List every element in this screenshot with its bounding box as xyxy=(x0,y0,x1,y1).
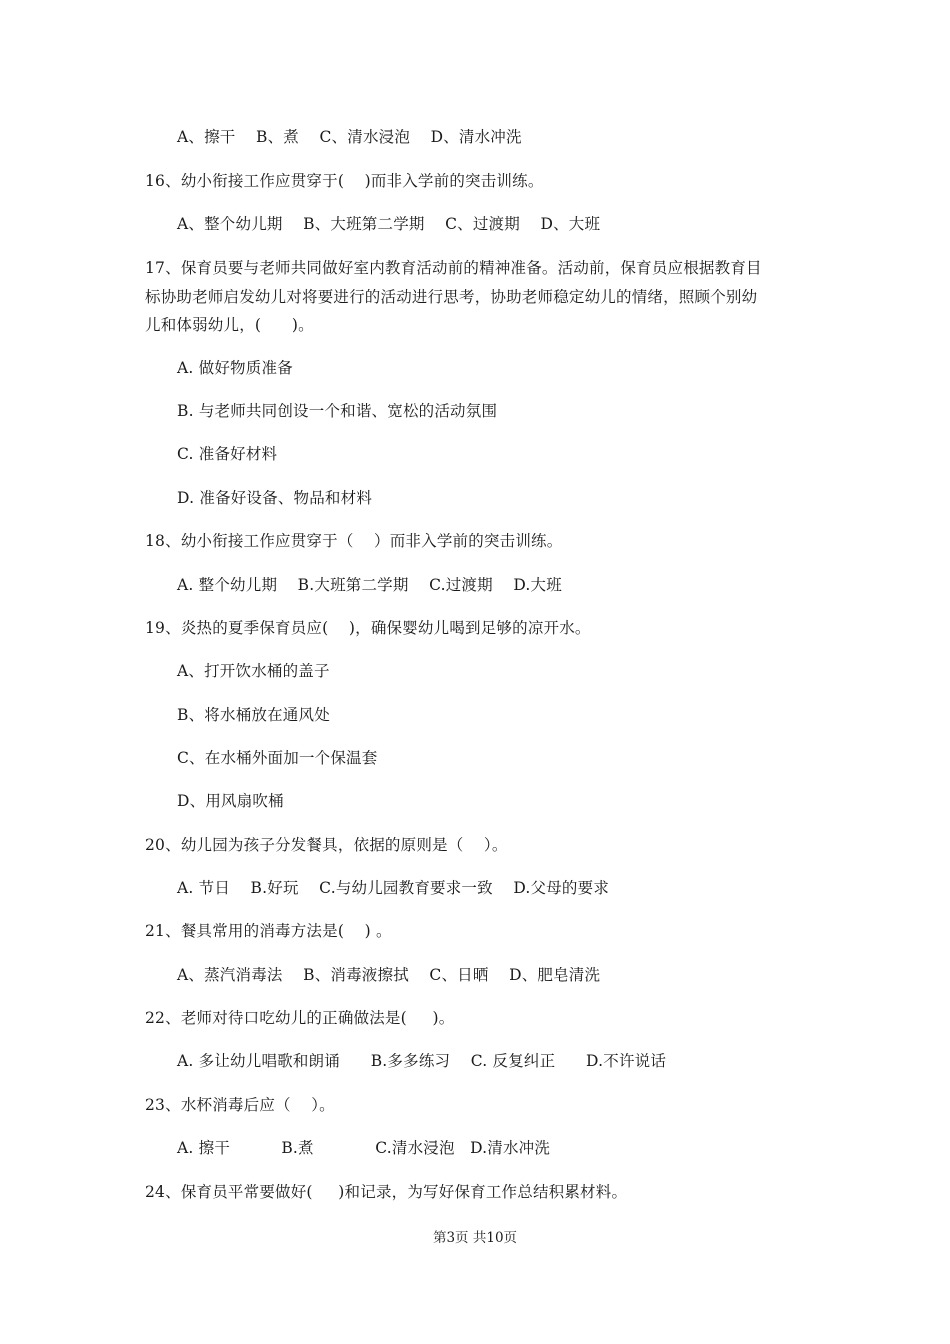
q18-question: 18、幼小衔接工作应贯穿于（ ）而非入学前的突击训练。 xyxy=(145,532,563,550)
page-number-footer: 第3页 共10页 xyxy=(432,1230,518,1246)
q19-option-c: C、在水桶外面加一个保温套 xyxy=(177,749,378,767)
q21-question: 21、餐具常用的消毒方法是( ) 。 xyxy=(145,922,392,940)
q23-question: 23、水杯消毒后应（ ）。 xyxy=(145,1096,335,1114)
q16-options: A、整个幼儿期 B、大班第二学期 C、过渡期 D、大班 xyxy=(177,215,601,233)
q19-option-a: A、打开饮水桶的盖子 xyxy=(177,662,330,680)
q15-options: A、擦干 B、煮 C、清水浸泡 D、清水冲洗 xyxy=(177,128,522,146)
q17-option-a: A. 做好物质准备 xyxy=(177,359,293,377)
q20-options: A. 节日 B.好玩 C.与幼儿园教育要求一致 D.父母的要求 xyxy=(177,879,610,897)
q22-options: A. 多让幼儿唱歌和朗诵 B.多多练习 C. 反复纠正 D.不许说话 xyxy=(177,1052,667,1070)
q17-option-c: C. 准备好材料 xyxy=(177,445,278,463)
q19-option-b: B、将水桶放在通风处 xyxy=(177,706,330,724)
q17-option-b: B. 与老师共同创设一个和谐、宽松的活动氛围 xyxy=(177,402,498,420)
q17-option-d: D. 准备好设备、物品和材料 xyxy=(177,489,373,507)
q17-question-line3: 儿和体弱幼儿，( )。 xyxy=(145,316,314,334)
q22-question: 22、老师对待口吃幼儿的正确做法是( )。 xyxy=(145,1009,455,1027)
q17-question-line1: 17、保育员要与老师共同做好室内教育活动前的精神准备。活动前，保育员应根据教育目 xyxy=(145,259,762,277)
q23-options: A. 擦干 B.煮 C.清水浸泡 D.清水冲洗 xyxy=(177,1139,551,1157)
q18-options: A. 整个幼儿期 B.大班第二学期 C.过渡期 D.大班 xyxy=(177,576,562,594)
q24-question: 24、保育员平常要做好( )和记录，为写好保育工作总结积累材料。 xyxy=(145,1183,628,1201)
q20-question: 20、幼儿园为孩子分发餐具，依据的原则是（ ）。 xyxy=(145,836,508,854)
q16-question: 16、幼小衔接工作应贯穿于( )而非入学前的突击训练。 xyxy=(145,172,544,190)
q19-option-d: D、用风扇吹桶 xyxy=(177,792,284,810)
q17-question-line2: 标协助老师启发幼儿对将要进行的活动进行思考，协助老师稳定幼儿的情绪，照顾个别幼 xyxy=(145,288,758,306)
q19-question: 19、炎热的夏季保育员应( )，确保婴幼儿喝到足够的凉开水。 xyxy=(145,619,591,637)
q21-options: A、蒸汽消毒法 B、消毒液擦拭 C、日晒 D、肥皂清洗 xyxy=(177,966,601,984)
